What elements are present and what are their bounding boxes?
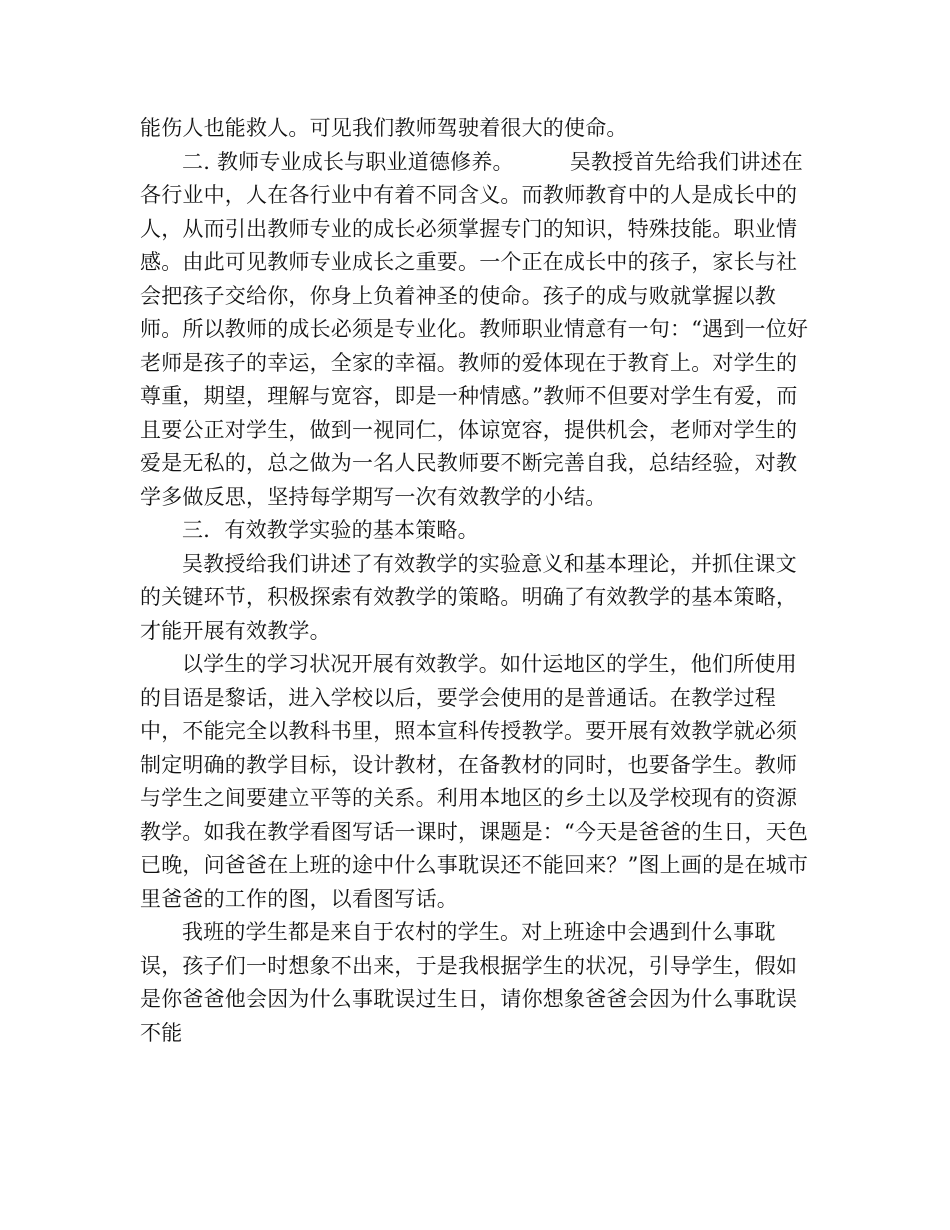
section-two-body: 吴教授首先给我们讲述在各行业中，人在各行业中有着不同含义。而教师教育中的人是成长中的人，从而引出教师专业的成长必须掌握专门的知识，特殊技能。职业情感。由此可见教师专业成长之重要。一个正在成长中的孩子，家长与社会把孩子交给你，你身上负着神圣的使命。孩子的成与败就掌握以教师。所以教师的成长必须是专业化。教师职业情意有一句：“遇到一位好老师是孩子的幸运，全家的幸福。教师的爱体现在于教育上。对学生的尊重，期望，理解与宽容，即是一种情感。”教师不但要对学生有爱，而且要公正对学生，做到一视同仁，体谅宽容，提供机会，老师对学生的爱是无私的，总之做为一名人民教师要不断完善自我，总结经验，对教学多做反思，坚持每学期写一次有效教学的小结。 [140,149,809,509]
paragraph-class-example: 我班的学生都是来自于农村的学生。对上班途中会遇到什么事耽误，孩子们一时想象不出来，于是我根据学生的状况，引导学生，假如是你爸爸他会因为什么事耽误过生日，请你想象爸爸会因为什么事耽误不能 [140,920,798,1045]
document-body [140,112,812,1050]
section-heading-three: 三．有效教学实验的基本策略。 [182,518,479,542]
section-heading-two: 二. 教师专业成长与职业道德修养。 [182,149,514,174]
paragraph-section-two [140,146,812,515]
paragraph-learning-status: 以学生的学习状况开展有效教学。如什运地区的学生，他们所使用的目语是黎话，进入学校以后，要学会使用的是普通话。在教学过程中，不能完全以教科书里，照本宣科传授教学。要开展有效教学就必须制定明确的教学目标，设计教材，在备教材的同时，也要备学生。教师与学生之间要建立平等的关系。利用本地区的乡土以及学校现有的资源教学。如我在教学看图写话一课时，课题是：“今天是爸爸的生日，天色已晚，问爸爸在上班的途中什么事耽误还不能回来？”图上画的是在城市里爸爸的工作的图，以看图写话。 [140,652,809,911]
paragraph-strategy-intro: 吴教授给我们讲述了有效教学的实验意义和基本理论，并抓住课文的关键环节，积极探索有效教学的策略。明确了有效教学的基本策略，才能开展有效教学。 [140,551,798,643]
paragraph-continuation: 能伤人也能救人。可见我们教师驾驶着很大的使命。 [140,116,628,140]
